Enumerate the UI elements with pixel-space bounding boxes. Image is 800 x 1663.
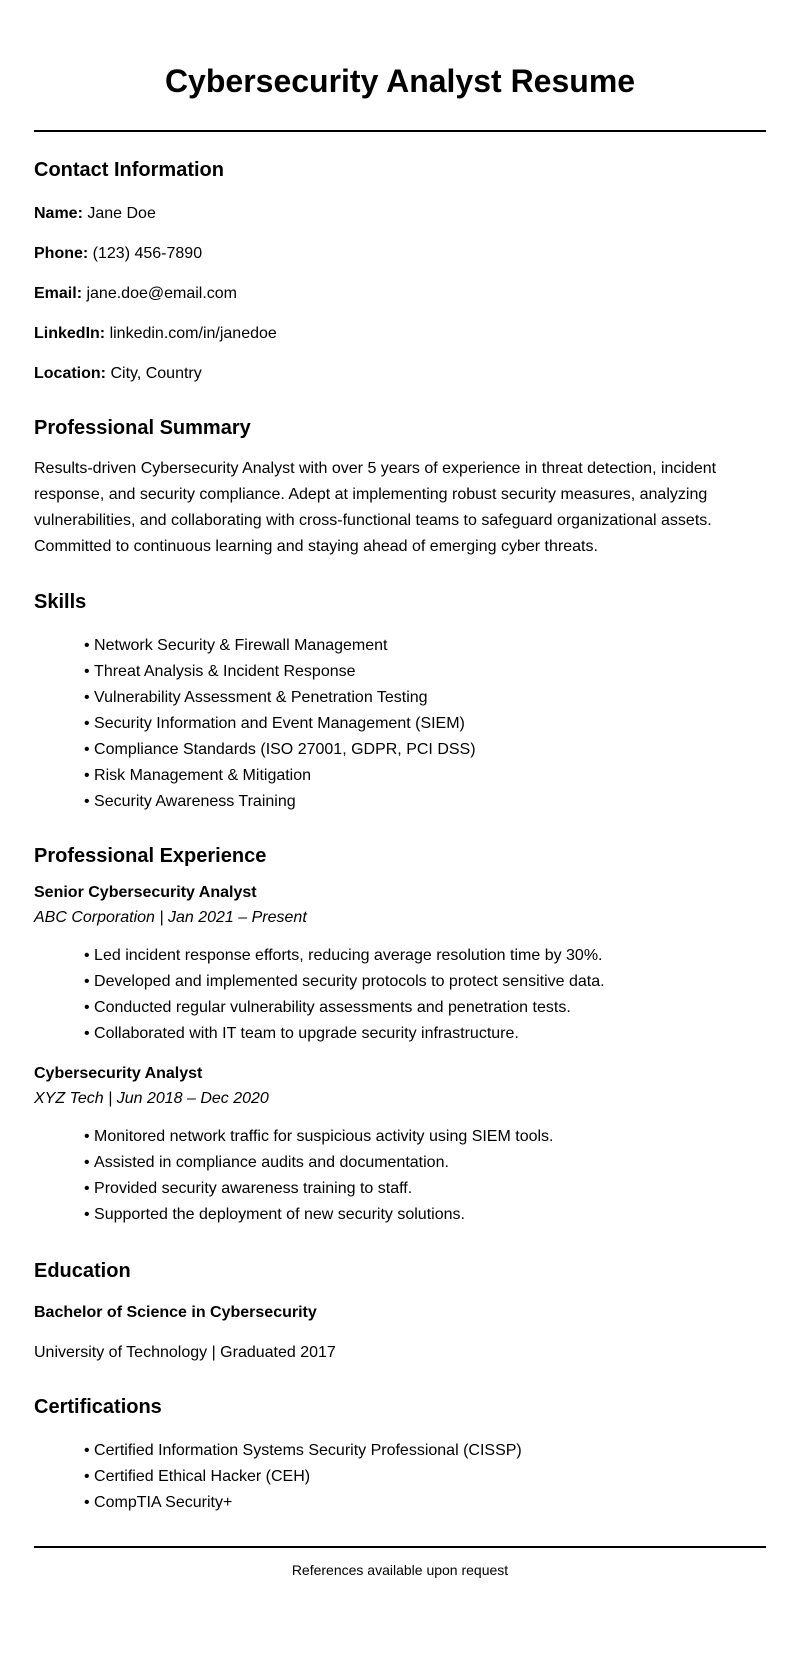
job-meta: ABC Corporation | Jan 2021 – Present xyxy=(34,909,307,926)
skill-item: • Network Security & Firewall Management xyxy=(84,633,766,659)
job-bullets xyxy=(34,1124,766,1228)
certification-item: • Certified Ethical Hacker (CEH) xyxy=(84,1464,766,1490)
job-bullet: • Led incident response efforts, reducing average resolution time by 30%. xyxy=(84,943,766,969)
job-bullet: • Conducted regular vulnerability assessments and penetration tests. xyxy=(84,995,766,1021)
certifications-heading: Certifications xyxy=(34,1396,162,1418)
education-section xyxy=(34,1259,766,1363)
job-entry-2 xyxy=(34,1064,766,1228)
job-meta: XYZ Tech | Jun 2018 – Dec 2020 xyxy=(34,1090,269,1107)
contact-section xyxy=(34,158,766,384)
contact-linkedin xyxy=(34,324,766,344)
experience-heading: Professional Experience xyxy=(34,845,267,867)
skill-item: • Security Awareness Training xyxy=(84,789,766,815)
job-bullets xyxy=(34,943,766,1047)
contact-name-label: Name: xyxy=(34,205,83,222)
education-school: University of Technology | Graduated 2017 xyxy=(34,1344,336,1361)
contact-linkedin-value: linkedin.com/in/janedoe xyxy=(109,325,277,342)
skills-heading: Skills xyxy=(34,591,87,613)
contact-name-value: Jane Doe xyxy=(87,205,156,222)
education-heading: Education xyxy=(34,1260,131,1282)
contact-phone-value: (123) 456-7890 xyxy=(92,245,203,262)
certification-item: • CompTIA Security+ xyxy=(84,1490,766,1516)
footer-note: References available upon request xyxy=(291,1562,509,1578)
contact-name xyxy=(34,204,766,224)
page-title: Cybersecurity Analyst Resume xyxy=(164,63,636,99)
certifications-list xyxy=(34,1438,766,1516)
skill-item: • Vulnerability Assessment & Penetration Testing xyxy=(84,685,766,711)
job-bullet: • Supported the deployment of new security solutions. xyxy=(84,1202,766,1228)
skill-item: • Risk Management & Mitigation xyxy=(84,763,766,789)
summary-heading: Professional Summary xyxy=(34,417,251,439)
job-title: Senior Cybersecurity Analyst xyxy=(34,884,257,901)
skill-item: • Threat Analysis & Incident Response xyxy=(84,659,766,685)
certification-item: • Certified Information Systems Security Professional (CISSP) xyxy=(84,1438,766,1464)
contact-heading: Contact Information xyxy=(34,159,224,181)
experience-section xyxy=(34,844,766,1228)
certifications-section xyxy=(34,1395,766,1516)
skill-item: • Compliance Standards (ISO 27001, GDPR, PCI DSS) xyxy=(84,737,766,763)
education-degree: Bachelor of Science in Cybersecurity xyxy=(34,1304,317,1321)
skill-item: • Security Information and Event Management (SIEM) xyxy=(84,711,766,737)
contact-location-value: City, Country xyxy=(110,365,202,382)
job-bullet: • Collaborated with IT team to upgrade security infrastructure. xyxy=(84,1021,766,1047)
contact-email-value: jane.doe@email.com xyxy=(86,285,238,302)
job-bullet: • Developed and implemented security protocols to protect sensitive data. xyxy=(84,969,766,995)
summary-section xyxy=(34,416,766,560)
title-divider xyxy=(34,130,766,132)
contact-location-label: Location: xyxy=(34,365,106,382)
contact-phone-label: Phone: xyxy=(34,245,89,262)
job-title: Cybersecurity Analyst xyxy=(34,1065,203,1082)
job-bullet: • Provided security awareness training to staff. xyxy=(84,1176,766,1202)
job-bullet: • Assisted in compliance audits and documentation. xyxy=(84,1150,766,1176)
contact-phone xyxy=(34,244,766,264)
contact-email-label: Email: xyxy=(34,285,83,302)
job-bullet: • Monitored network traffic for suspicious activity using SIEM tools. xyxy=(84,1124,766,1150)
skills-section xyxy=(34,590,766,815)
skills-list xyxy=(34,633,766,815)
contact-email xyxy=(34,284,766,304)
contact-linkedin-label: LinkedIn: xyxy=(34,325,106,342)
job-entry-1 xyxy=(34,883,766,1047)
footer-divider xyxy=(34,1546,766,1548)
summary-text: Results-driven Cybersecurity Analyst with over 5 years of experience in threat detection, incident response, and security compliance. Adept at implementing robust security measures, analyzing vulnerabilities, and collaborating with cross-functional teams to safeguard organizational assets. Committed to continuous learning and staying ahead of emerging cyber threats. xyxy=(34,460,717,555)
contact-location xyxy=(34,364,766,384)
